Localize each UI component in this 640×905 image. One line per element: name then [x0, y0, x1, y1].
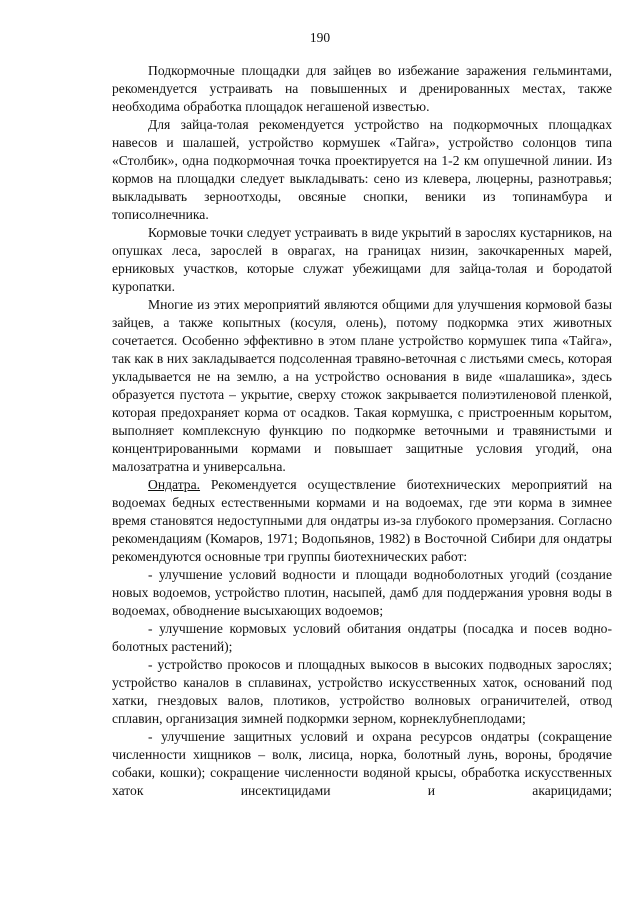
paragraph-taiga-feeders: Многие из этих мероприятий являются общими для улучшения кормовой базы зайцев, а также копытных (косуля, олень), потому подкормка этих животных сочетается. Особенно эффективно в этом плане устройство кормушек типа «Тайга», так как в них закладывается подсоленная травяно-веточная с листьями смесь, которая укладывается не на землю, а на устройство основания в виде «шалашика», здесь образуется пустота – укрытие, сверху стожок закрывается полиэтиленовой пленкой, которая предохраняет корма от осадков. Такая кормушка, с пристроенным корытом, выполняет комплексную функцию по подкормке веточными и травянистыми и концентрированными кормами и повышает защитные условия угодий, она малозатратна и универсальна. — [112, 297, 612, 474]
list-item-mowing-channels: - устройство прокосов и площадных выкосов в высоких подводных зарослях; устройство каналов в сплавинах, устройство искусственных хаток, оснований под хатки, гнездовых валов, плотиков, устройство волновых ограничителей, отвод сплавин, организация зимней подкормки зерном, корнеклубнеплодами; — [112, 657, 612, 726]
list-item-forage-conditions: - улучшение кормовых условий обитания ондатры (посадка и посев водно-болотных растений); — [112, 621, 612, 654]
page-number: 190 — [309, 30, 331, 45]
paragraph-tolai-hare: Для зайца-толая рекомендуется устройство на подкормочных площадках навесов и шалашей, устройство кормушек «Тайга», устройство солонцов типа «Столбик», одна подкормочная точка проектируется на 1-2 км опушечной линии. Из кормов на площадки следует выкладывать: сено из клевера, люцерны, разнотравья; выкладывать зерноотходы, овсяные снопки, веники из топинамбура и тописолнечника. — [112, 117, 612, 222]
paragraph-feeding-sites: Подкормочные площадки для зайцев во избежание заражения гельминтами, рекомендуется устраивать на повышенных и дренированных местах, также необходима обработка площадок негашеной известью. — [112, 63, 612, 114]
list-item-protection: - улучшение защитных условий и охрана ресурсов ондатры (сокращение численности хищников – волк, лисица, норка, болотный лунь, вороны, бродячие собаки, кошки); сокращение численности водяной крысы, обработка искусственных хаток инсектицидами и акарицидами; — [112, 729, 612, 798]
paragraph-muskrat — [112, 476, 612, 566]
muskrat-intro: Рекомендуется осуществление биотехнических мероприятий на водоемах бедных естественными кормами и на водоемах, где эти корма в зимнее время становятся недоступными для ондатры из-за глубокого промерзания. Согласно рекомендациям (Комаров, 1971; Водопьянов, 1982) в Восточной Сибири для ондатры рекомендуются основные три группы биотехнических работ: — [112, 477, 612, 564]
body-text — [112, 62, 612, 800]
muskrat-heading: Ондатра. — [148, 477, 201, 492]
list-item-water-conditions: - улучшение условий водности и площади водноболотных угодий (создание новых водоемов, устройство плотин, насыпей, дамб для поддержания уровня воды в водоемах, обводнение высыхающих водоемов; — [112, 567, 612, 618]
paragraph-feeding-points: Кормовые точки следует устраивать в виде укрытий в зарослях кустарников, на опушках леса, зарослей в оврагах, на границах низин, закочкаренных марей, ерниковых участков, которые служат убежищами для зайца-толая и бородатой куропатки. — [112, 225, 612, 294]
